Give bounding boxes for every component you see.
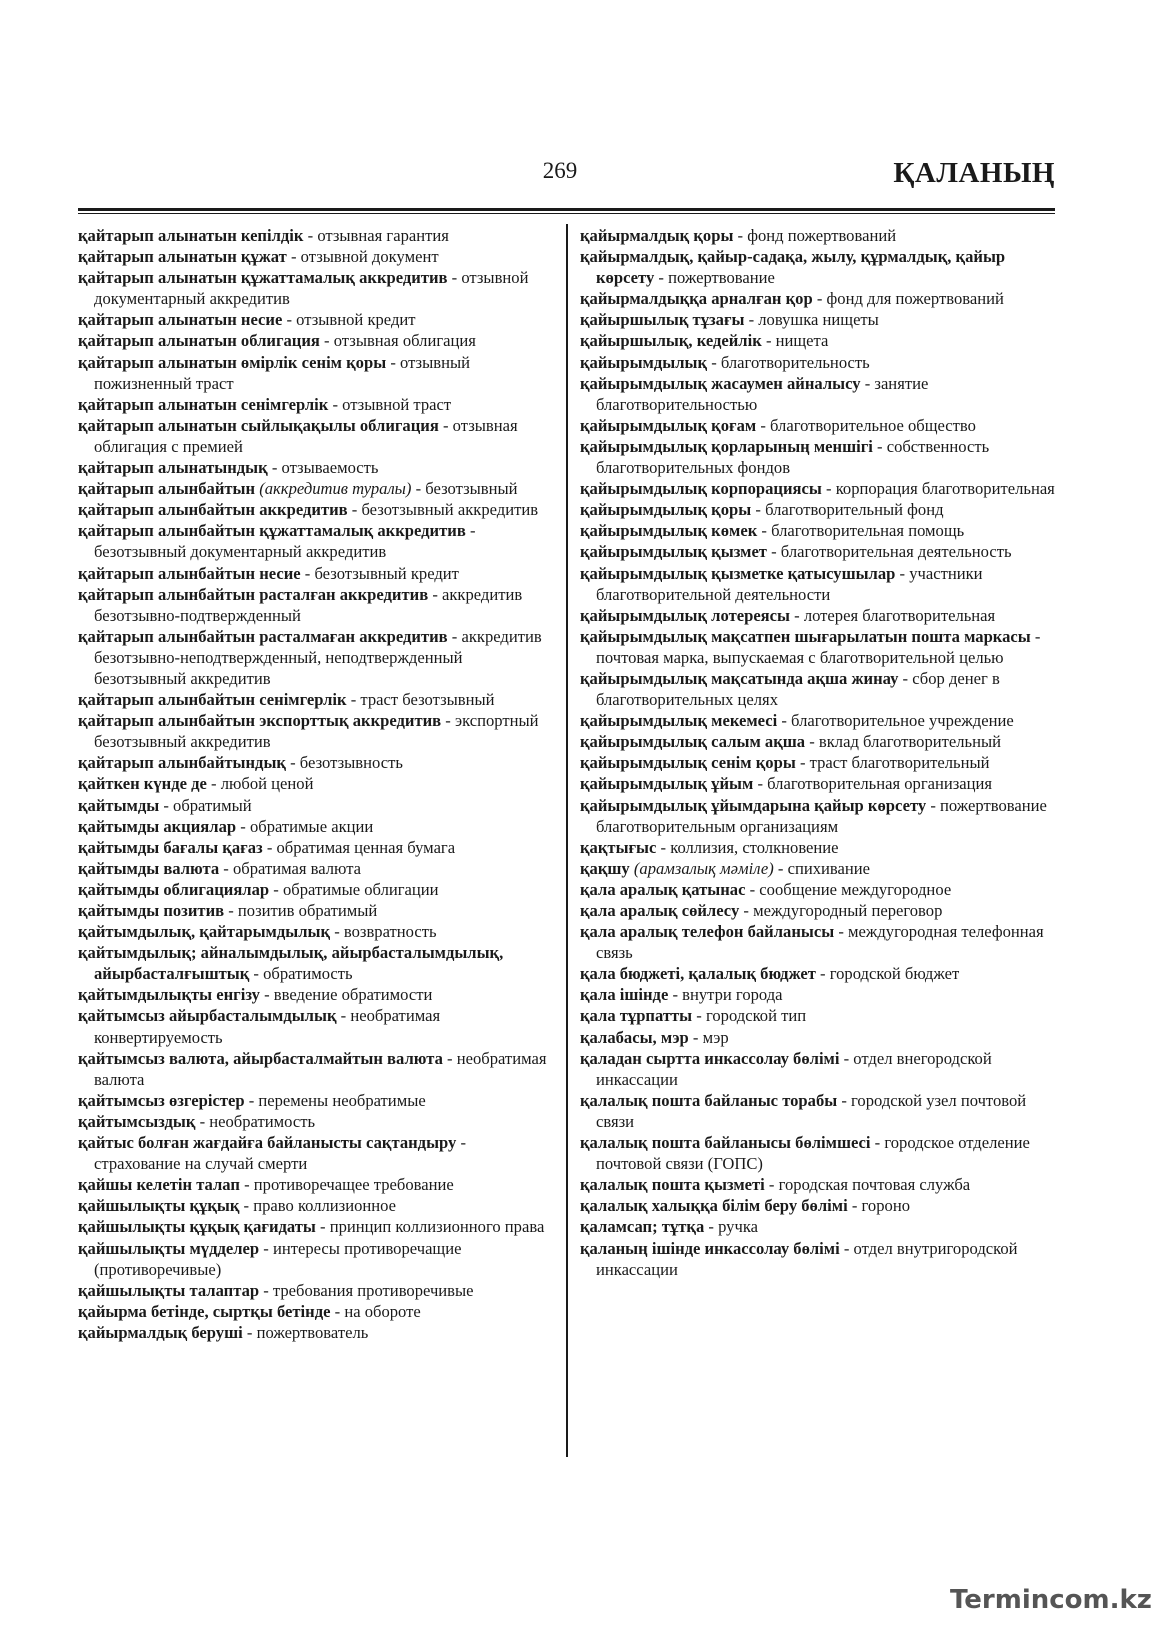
- entry-translation: благотворительность: [720, 352, 870, 372]
- entry-translation: занятие благотворительностью: [596, 373, 929, 414]
- entry-translation: вклад благотворительный: [818, 732, 1002, 752]
- header-rule-thin: [78, 213, 1055, 214]
- dictionary-entry: қайтарып алынбайтын несие - безотзывный кредит: [78, 563, 459, 583]
- dictionary-entry: қайырмалдық қоры - фонд пожертвований: [580, 226, 897, 245]
- dictionary-entry: қайырымдылық салым ақша - вклад благотворительный: [580, 732, 1002, 752]
- dictionary-entry: қайырымдылық - благотворительность: [580, 352, 870, 372]
- dictionary-entry: қайырымдылық корпорациясы - корпорация благотворительная: [580, 479, 1055, 499]
- dictionary-entry: қалабасы, мэр - мэр: [580, 1027, 729, 1047]
- entry-term: қайтарып алынатын сенімгерлік: [78, 394, 329, 414]
- dictionary-entry: қайшылықты құқық қағидаты - принцип коллизионного права: [78, 1217, 545, 1237]
- dictionary-entry: қайырымдылық қызметке қатысушылар - участники благотворительной деятельности: [580, 563, 983, 604]
- entry-translation: пожертвование: [668, 268, 775, 288]
- page-number: 269: [542, 158, 578, 183]
- entry-translation: безотзывный кредит: [314, 563, 459, 583]
- dictionary-entry: қайтарып алынбайтын құжаттамалық аккредитив - безотзывный документарный аккредитив: [78, 521, 476, 562]
- dictionary-entry: қайтарып алынатын облигация - отзывная облигация: [78, 331, 476, 351]
- entry-term: қайыршылық тұзағы: [580, 310, 745, 330]
- dictionary-entry: қайтарып алынатын сенімгерлік - отзывной траст: [78, 394, 452, 414]
- entry-translation: благотворительное учреждение: [791, 711, 1014, 731]
- entry-term: қалалық пошта қызметі: [580, 1175, 765, 1195]
- entry-translation: отзывной документарный аккредитив: [94, 268, 529, 309]
- entry-translation: противоречащее требование: [253, 1175, 454, 1195]
- dictionary-entry: қайырмалдық, қайыр-садақа, жылу, құрмалдық, қайыр көрсету - пожертвование: [580, 247, 1006, 288]
- entry-term: қайырымдылық қоры: [580, 500, 752, 520]
- entry-term: қайтарып алынатын кепілдік: [78, 226, 304, 245]
- entry-translation: городской бюджет: [829, 964, 960, 984]
- dictionary-entry: қайтарып алынатын кепілдік - отзывная гарантия: [78, 226, 449, 245]
- dictionary-entry: қақшу (арамзалық мәміле) - спихивание: [580, 858, 870, 878]
- entry-translation: отзывной документ: [300, 247, 439, 267]
- entry-translation: ручка: [718, 1217, 758, 1237]
- entry-gloss: (арамзалық мәміле): [633, 858, 774, 878]
- entry-gloss: (аккредитив туралы): [259, 479, 412, 499]
- entry-translation: сбор денег в благотворительных целях: [596, 668, 1000, 710]
- entry-translation: сообщение междугородное: [759, 879, 952, 899]
- dictionary-entry: қайырымдылық мақсатпен шығарылатын пошта маркасы - почтовая марка, выпускаемая с благотворительной целью: [580, 626, 1041, 667]
- entry-term: қайырымдылық ұйымдарына қайыр көрсету: [580, 795, 927, 815]
- entry-term: қайтымды позитив: [78, 901, 225, 920]
- dictionary-entry: қайтымды позитив - позитив обратимый: [78, 901, 378, 920]
- entry-term: қайтымсыз валюта, айырбасталмайтын валюта: [78, 1048, 443, 1068]
- header-rule-thick: [78, 208, 1055, 211]
- entry-term: қайтымдылық; айналымдылық, айырбасталымдылық, айырбасталғыштық: [78, 943, 504, 984]
- entry-term: қайтымсыз өзгерістер: [78, 1090, 245, 1110]
- dictionary-entry: қайырымдылық көмек - благотворительная помощь: [580, 521, 965, 541]
- entry-translation: фонд для пожертвований: [826, 289, 1004, 309]
- entry-term: қайырымдылық қоғам: [580, 415, 757, 435]
- entry-term: қайтарып алынатын сыйлықақылы облигация: [78, 415, 439, 435]
- entry-term: қайтымсыз айырбасталымдылық: [78, 1006, 337, 1026]
- dictionary-entry: қаладан сыртта инкассолау бөлімі - отдел внегородской инкассации: [580, 1048, 992, 1089]
- entry-translation: обратимая ценная бумага: [276, 837, 456, 857]
- dictionary-entry: қайтарып алынбайтын аккредитив - безотзывный аккредитив: [78, 500, 539, 520]
- entry-translation: благотворительный фонд: [765, 500, 944, 520]
- dictionary-entry: қайтымды бағалы қағаз - обратимая ценная бумага: [78, 837, 456, 857]
- entry-translation: любой ценой: [220, 774, 314, 794]
- entry-term: қайырмалдық беруші: [78, 1322, 243, 1342]
- entry-translation: отзывная облигация с премией: [94, 415, 518, 456]
- entry-term: қайшылықты құқық: [78, 1196, 240, 1216]
- dictionary-entry: қала бюджеті, қалалық бюджет - городской бюджет: [580, 964, 960, 984]
- entry-translation: отзывной кредит: [296, 310, 416, 330]
- entry-term: қайырымдылық мақсатында ақша жинау: [580, 668, 899, 688]
- entry-term: қайырымдылық мекемесі: [580, 711, 778, 731]
- dictionary-entry: қалалық пошта байланыс торабы - городской узел почтовой связи: [580, 1090, 1027, 1131]
- entry-translation: возвратность: [343, 922, 437, 942]
- entry-term: қалалық пошта байланыс торабы: [580, 1090, 838, 1110]
- entry-translation: безотзывность: [299, 753, 403, 773]
- dictionary-entry: қайтарып алынбайтын экспорттық аккредитив - экспортный безотзывный аккредитив: [78, 711, 539, 752]
- entry-translation: необратимая конвертируемость: [94, 1006, 441, 1047]
- entry-translation: фонд пожертвований: [747, 226, 897, 245]
- entry-translation: городской узел почтовой связи: [596, 1090, 1027, 1131]
- dictionary-entry: қайыршылық тұзағы - ловушка нищеты: [580, 310, 879, 330]
- dictionary-entry: қайырымдылық қоғам - благотворительное общество: [580, 415, 976, 435]
- entry-term: қайырмалдық қоры: [580, 226, 734, 245]
- entry-term: қайтарып алынатын несие: [78, 310, 283, 330]
- dictionary-entry: қайтымсыз айырбасталымдылық - необратимая конвертируемость: [78, 1006, 441, 1047]
- entry-translation: пожертвование благотворительным организациям: [596, 795, 1047, 836]
- entry-term: қақтығыс: [580, 837, 657, 857]
- entry-translation: траст безотзывный: [360, 690, 495, 710]
- dictionary-entry: қақтығыс - коллизия, столкновение: [580, 837, 839, 857]
- dictionary-entry: қайтарып алынбайтын расталған аккредитив - аккредитив безотзывно-подтвержденный: [78, 584, 523, 625]
- running-head: ҚАЛАНЫҢ: [893, 157, 1055, 189]
- entry-term: қайтарып алынбайтын: [78, 479, 256, 499]
- entry-translation: собственность благотворительных фондов: [596, 436, 990, 478]
- dictionary-entry: қалалық халыққа білім беру бөлімі - гороно: [580, 1196, 910, 1216]
- dictionary-entry: қайшы келетін талап - противоречащее требование: [78, 1175, 454, 1195]
- dictionary-entry: қаланың ішінде инкассолау бөлімі - отдел внутригородской инкассации: [580, 1238, 1018, 1279]
- entry-translation: городское отделение почтовой связи (ГОПС): [596, 1133, 1030, 1174]
- dictionary-entry: қайырымдылық мақсатында ақша жинау - сбор денег в благотворительных целях: [580, 668, 1000, 710]
- entry-translation: отзывная гарантия: [317, 226, 449, 245]
- entry-translation: благотворительная деятельность: [780, 542, 1012, 562]
- entry-translation: требования противоречивые: [272, 1280, 474, 1300]
- entry-term: қайтарып алынбайтын құжаттамалық аккредитив: [78, 521, 466, 541]
- entry-translation: экспортный безотзывный аккредитив: [94, 711, 539, 752]
- entry-term: қайтыс болған жағдайға байланысты сақтандыру: [78, 1133, 457, 1153]
- dictionary-entry: қала тұрпатты - городской тип: [580, 1006, 807, 1026]
- entry-translation: аккредитив безотзывно-подтвержденный: [94, 584, 523, 625]
- dictionary-entry: қайшылықты құқық - право коллизионное: [78, 1196, 397, 1216]
- site-logo: Termincom.kz: [950, 1585, 1152, 1615]
- entry-term: қайырымдылық жасаумен айналысу: [580, 373, 861, 393]
- dictionary-entry: қайтарып алынатын құжаттамалық аккредитив - отзывной документарный аккредитив: [78, 268, 529, 309]
- entry-term: қалабасы, мэр: [580, 1027, 689, 1047]
- entry-term: қалалық пошта байланысы бөлімшесі: [580, 1133, 871, 1153]
- entry-translation: корпорация благотворительная: [835, 479, 1055, 499]
- dictionary-entry: қайтымды - обратимый: [78, 795, 252, 815]
- entry-translation: коллизия, столкновение: [670, 837, 839, 857]
- entry-translation: спихивание: [787, 858, 870, 878]
- entry-term: қайткен күнде де: [78, 774, 207, 794]
- dictionary-entry: қайырымдылық ұйымдарына қайыр көрсету - пожертвование благотворительным организациям: [580, 795, 1047, 836]
- entry-term: қайырымдылық корпорациясы: [580, 479, 822, 499]
- dictionary-entry: қайтарып алынатын құжат - отзывной документ: [78, 247, 439, 267]
- entry-term: қайырымдылық мақсатпен шығарылатын пошта маркасы: [580, 626, 1031, 646]
- dictionary-entry: қайтымсыз валюта, айырбасталмайтын валюта - необратимая валюта: [78, 1048, 547, 1089]
- entry-term: қайтарып алынбайтындық: [78, 753, 286, 773]
- entry-translation: отзывный пожизненный траст: [94, 352, 470, 393]
- entry-translation: благотворительная помощь: [771, 521, 965, 541]
- entry-term: қайырымдылық салым ақша: [580, 732, 806, 752]
- entry-term: қайтарып алынбайтын сенімгерлік: [78, 690, 347, 710]
- entry-translation: аккредитив безотзывно-неподтвержденный, неподтвержденный безотзывный аккредитив: [94, 626, 542, 688]
- entry-term: қайтарып алынатын құжат: [78, 247, 287, 267]
- entry-translation: отдел внутригородской инкассации: [596, 1238, 1018, 1279]
- entry-term: қала аралық сөйлесу: [580, 901, 740, 920]
- entry-translation: обратимые акции: [249, 816, 374, 836]
- entry-term: қайшылықты құқық қағидаты: [78, 1217, 316, 1237]
- entry-term: қайырымдылық ұйым: [580, 774, 754, 794]
- dictionary-entry: қайырымдылық жасаумен айналысу - занятие благотворительностью: [580, 373, 929, 414]
- entry-translation: отзывная облигация: [333, 331, 476, 351]
- entry-translation: участники благотворительной деятельности: [596, 563, 983, 604]
- dictionary-entry: қайырымдылық мекемесі - благотворительное учреждение: [580, 711, 1014, 731]
- entry-translation: интересы противоречащие (противоречивые): [94, 1238, 462, 1279]
- entry-translation: траст благотворительный: [809, 753, 990, 773]
- entry-term: қайырымдылық қорларының меншігі: [580, 436, 873, 456]
- entry-term: қаланың ішінде инкассолау бөлімі: [580, 1238, 840, 1258]
- dictionary-column-left: [78, 225, 550, 1343]
- entry-translation: благотворительное общество: [770, 415, 976, 435]
- entry-translation: отдел внегородской инкассации: [596, 1048, 992, 1089]
- dictionary-entry: қаламсап; тұтқа - ручка: [580, 1217, 758, 1237]
- entry-translation: мэр: [702, 1027, 729, 1047]
- entry-term: қайырмалдыққа арналған қор: [580, 289, 813, 309]
- entry-term: қайшылықты талаптар: [78, 1280, 260, 1300]
- dictionary-entry: қайыршылық, кедейлік - нищета: [580, 331, 829, 351]
- dictionary-entry: қайырымдылық ұйым - благотворительная организация: [580, 774, 993, 794]
- dictionary-entry: қайтымсыздық - необратимость: [78, 1111, 316, 1131]
- entry-translation: отзывной траст: [342, 394, 452, 414]
- entry-translation: обратимый: [173, 795, 252, 815]
- entry-translation: междугородный переговор: [753, 901, 943, 920]
- entry-translation: ловушка нищеты: [758, 310, 879, 330]
- dictionary-entry: қайтарып алынатындық - отзываемость: [78, 458, 379, 478]
- dictionary-entry: қала ішінде - внутри города: [580, 985, 783, 1005]
- entry-term: қайырымдылық көмек: [580, 521, 758, 541]
- entry-translation: лотерея благотворительная: [803, 605, 996, 625]
- dictionary-entry: қайтарып алынбайтын (аккредитив туралы) - безотзывный: [78, 479, 518, 499]
- entry-term: қайтарып алынбайтын несие: [78, 563, 301, 583]
- entry-term: қайтымды акциялар: [78, 816, 237, 836]
- entry-translation: страхование на случай смерти: [94, 1154, 308, 1174]
- entry-term: қайтарып алынатын облигация: [78, 331, 320, 351]
- dictionary-entry: қайтымдылық; айналымдылық, айырбасталымдылық, айырбасталғыштық - обратимость: [78, 943, 504, 984]
- entry-term: қайырымдылық сенім қоры: [580, 753, 796, 773]
- dictionary-entry: қайтарып алынбайтын сенімгерлік - траст безотзывный: [78, 690, 495, 710]
- entry-term: қала тұрпатты: [580, 1006, 693, 1026]
- entry-translation: безотзывный: [425, 479, 518, 499]
- entry-term: қайтарып алынатындық: [78, 458, 268, 478]
- column-divider: [566, 224, 568, 1457]
- entry-translation: перемены необратимые: [258, 1090, 426, 1110]
- entry-term: қайырымдылық қызмет: [580, 542, 767, 562]
- dictionary-entry: қайырымдылық сенім қоры - траст благотворительный: [580, 753, 990, 773]
- entry-term: қайтымды облигациялар: [78, 879, 270, 899]
- dictionary-entry: қайырымдылық қорларының меншігі - собственность благотворительных фондов: [580, 436, 990, 478]
- entry-term: қайтарып алынбайтын расталмаған аккредитив: [78, 626, 448, 646]
- entry-term: қайтымды бағалы қағаз: [78, 837, 263, 857]
- entry-translation: междугородная телефонная связь: [596, 922, 1044, 963]
- entry-translation: нищета: [775, 331, 829, 351]
- dictionary-entry: қайтарып алынатын несие - отзывной кредит: [78, 310, 416, 330]
- dictionary-entry: қайшылықты мүдделер - интересы противоречащие (противоречивые): [78, 1238, 462, 1279]
- dictionary-entry: қайырмалдыққа арналған қор - фонд для пожертвований: [580, 289, 1004, 309]
- entry-term: қайырымдылық: [580, 352, 708, 372]
- entry-term: қала ішінде: [580, 985, 669, 1005]
- entry-term: қайырма бетінде, сыртқы бетінде: [78, 1301, 331, 1321]
- dictionary-entry: қайтымдылық, қайтарымдылық - возвратность: [78, 922, 437, 942]
- dictionary-entry: қайтыс болған жағдайға байланысты сақтандыру - страхование на случай смерти: [78, 1133, 467, 1174]
- entry-term: қайтымды: [78, 795, 160, 815]
- entry-term: қайыршылық, кедейлік: [580, 331, 762, 351]
- dictionary-entry: қайырымдылық қоры - благотворительный фонд: [580, 500, 944, 520]
- entry-term: қайтымсыздық: [78, 1111, 196, 1131]
- dictionary-entry: қалалық пошта байланысы бөлімшесі - городское отделение почтовой связи (ГОПС): [580, 1133, 1030, 1174]
- dictionary-entry: қала аралық сөйлесу - междугородный переговор: [580, 901, 943, 920]
- dictionary-column-right: [580, 225, 1058, 1280]
- entry-term: қала бюджеті, қалалық бюджет: [580, 964, 816, 984]
- dictionary-entry: қайырымдылық лотереясы - лотерея благотворительная: [580, 605, 996, 625]
- entry-term: қайтарып алынатын өмірлік сенім қоры: [78, 352, 387, 372]
- dictionary-entry: қайырма бетінде, сыртқы бетінде - на обороте: [78, 1301, 421, 1321]
- entry-term: қайырымдылық қызметке қатысушылар: [580, 563, 896, 583]
- entry-translation: гороно: [861, 1196, 910, 1216]
- dictionary-entry: қала аралық телефон байланысы - междугородная телефонная связь: [580, 922, 1044, 963]
- entry-translation: благотворительная организация: [767, 774, 993, 794]
- dictionary-entry: қайырымдылық қызмет - благотворительная деятельность: [580, 542, 1012, 562]
- entry-term: қайтымды валюта: [78, 858, 220, 878]
- dictionary-entry: қайтарып алынбайтын расталмаған аккредитив - аккредитив безотзывно-неподтвержденный, неподтвержденный безотзывный аккредитив: [78, 626, 542, 688]
- entry-term: қайтарып алынатын құжаттамалық аккредитив: [78, 268, 448, 288]
- entry-translation: позитив обратимый: [237, 901, 378, 920]
- entry-translation: необратимость: [209, 1111, 316, 1131]
- entry-term: қаламсап; тұтқа: [580, 1217, 705, 1237]
- entry-translation: обратимые облигации: [282, 879, 439, 899]
- dictionary-entry: қалалық пошта қызметі - городская почтовая служба: [580, 1175, 971, 1195]
- entry-term: қақшу: [580, 858, 630, 878]
- dictionary-entry: қайтымды валюта - обратимая валюта: [78, 858, 362, 878]
- entry-translation: городской тип: [705, 1006, 807, 1026]
- entry-translation: внутри города: [682, 985, 783, 1005]
- entry-term: қайтымдылық, қайтарымдылық: [78, 922, 331, 942]
- entry-translation: необратимая валюта: [94, 1048, 547, 1089]
- entry-translation: обратимая валюта: [232, 858, 362, 878]
- entry-term: қайтымдылықты енгізу: [78, 985, 260, 1005]
- entry-translation: городская почтовая служба: [778, 1175, 971, 1195]
- entry-translation: отзываемость: [281, 458, 379, 478]
- entry-term: қала аралық қатынас: [580, 879, 746, 899]
- entry-translation: введение обратимости: [273, 985, 433, 1005]
- entry-term: қайырмалдық, қайыр-садақа, жылу, құрмалдық, қайыр көрсету: [580, 247, 1006, 288]
- dictionary-entry: қала аралық қатынас - сообщение междугородное: [580, 879, 952, 899]
- entry-translation: обратимость: [263, 964, 353, 984]
- dictionary-entry: қайтарып алынбайтындық - безотзывность: [78, 753, 403, 773]
- dictionary-entry: қайтымдылықты енгізу - введение обратимости: [78, 985, 433, 1005]
- dictionary-entry: қайырмалдық беруші - пожертвователь: [78, 1322, 369, 1342]
- dictionary-entry: қайткен күнде де - любой ценой: [78, 774, 314, 794]
- dictionary-entry: қайтарып алынатын сыйлықақылы облигация - отзывная облигация с премией: [78, 415, 518, 456]
- dictionary-entry: қайтымсыз өзгерістер - перемены необратимые: [78, 1090, 426, 1110]
- entry-translation: на обороте: [344, 1301, 421, 1321]
- entry-term: қайшы келетін талап: [78, 1175, 240, 1195]
- dictionary-entry: қайтарып алынатын өмірлік сенім қоры - отзывный пожизненный траст: [78, 352, 470, 393]
- entry-translation: пожертвователь: [256, 1322, 369, 1342]
- entry-term: қалалық халыққа білім беру бөлімі: [580, 1196, 848, 1216]
- entry-translation: безотзывный документарный аккредитив: [94, 542, 387, 562]
- entry-translation: безотзывный аккредитив: [361, 500, 539, 520]
- entry-term: қала аралық телефон байланысы: [580, 922, 835, 942]
- entry-term: қайтарып алынбайтын экспорттық аккредитив: [78, 711, 442, 731]
- dictionary-entry: қайтымды акциялар - обратимые акции: [78, 816, 374, 836]
- entry-term: қайтарып алынбайтын аккредитив: [78, 500, 348, 520]
- entry-term: қайтарып алынбайтын расталған аккредитив: [78, 584, 429, 604]
- entry-translation: принцип коллизионного права: [329, 1217, 545, 1237]
- entry-term: қайшылықты мүдделер: [78, 1238, 260, 1258]
- dictionary-entry: қайшылықты талаптар - требования противоречивые: [78, 1280, 474, 1300]
- entry-term: қайырымдылық лотереясы: [580, 605, 790, 625]
- entry-term: қаладан сыртта инкассолау бөлімі: [580, 1048, 840, 1068]
- entry-translation: почтовая марка, выпускаемая с благотворительной целью: [596, 647, 1004, 667]
- entry-translation: право коллизионное: [253, 1196, 397, 1216]
- dictionary-entry: қайтымды облигациялар - обратимые облигации: [78, 879, 439, 899]
